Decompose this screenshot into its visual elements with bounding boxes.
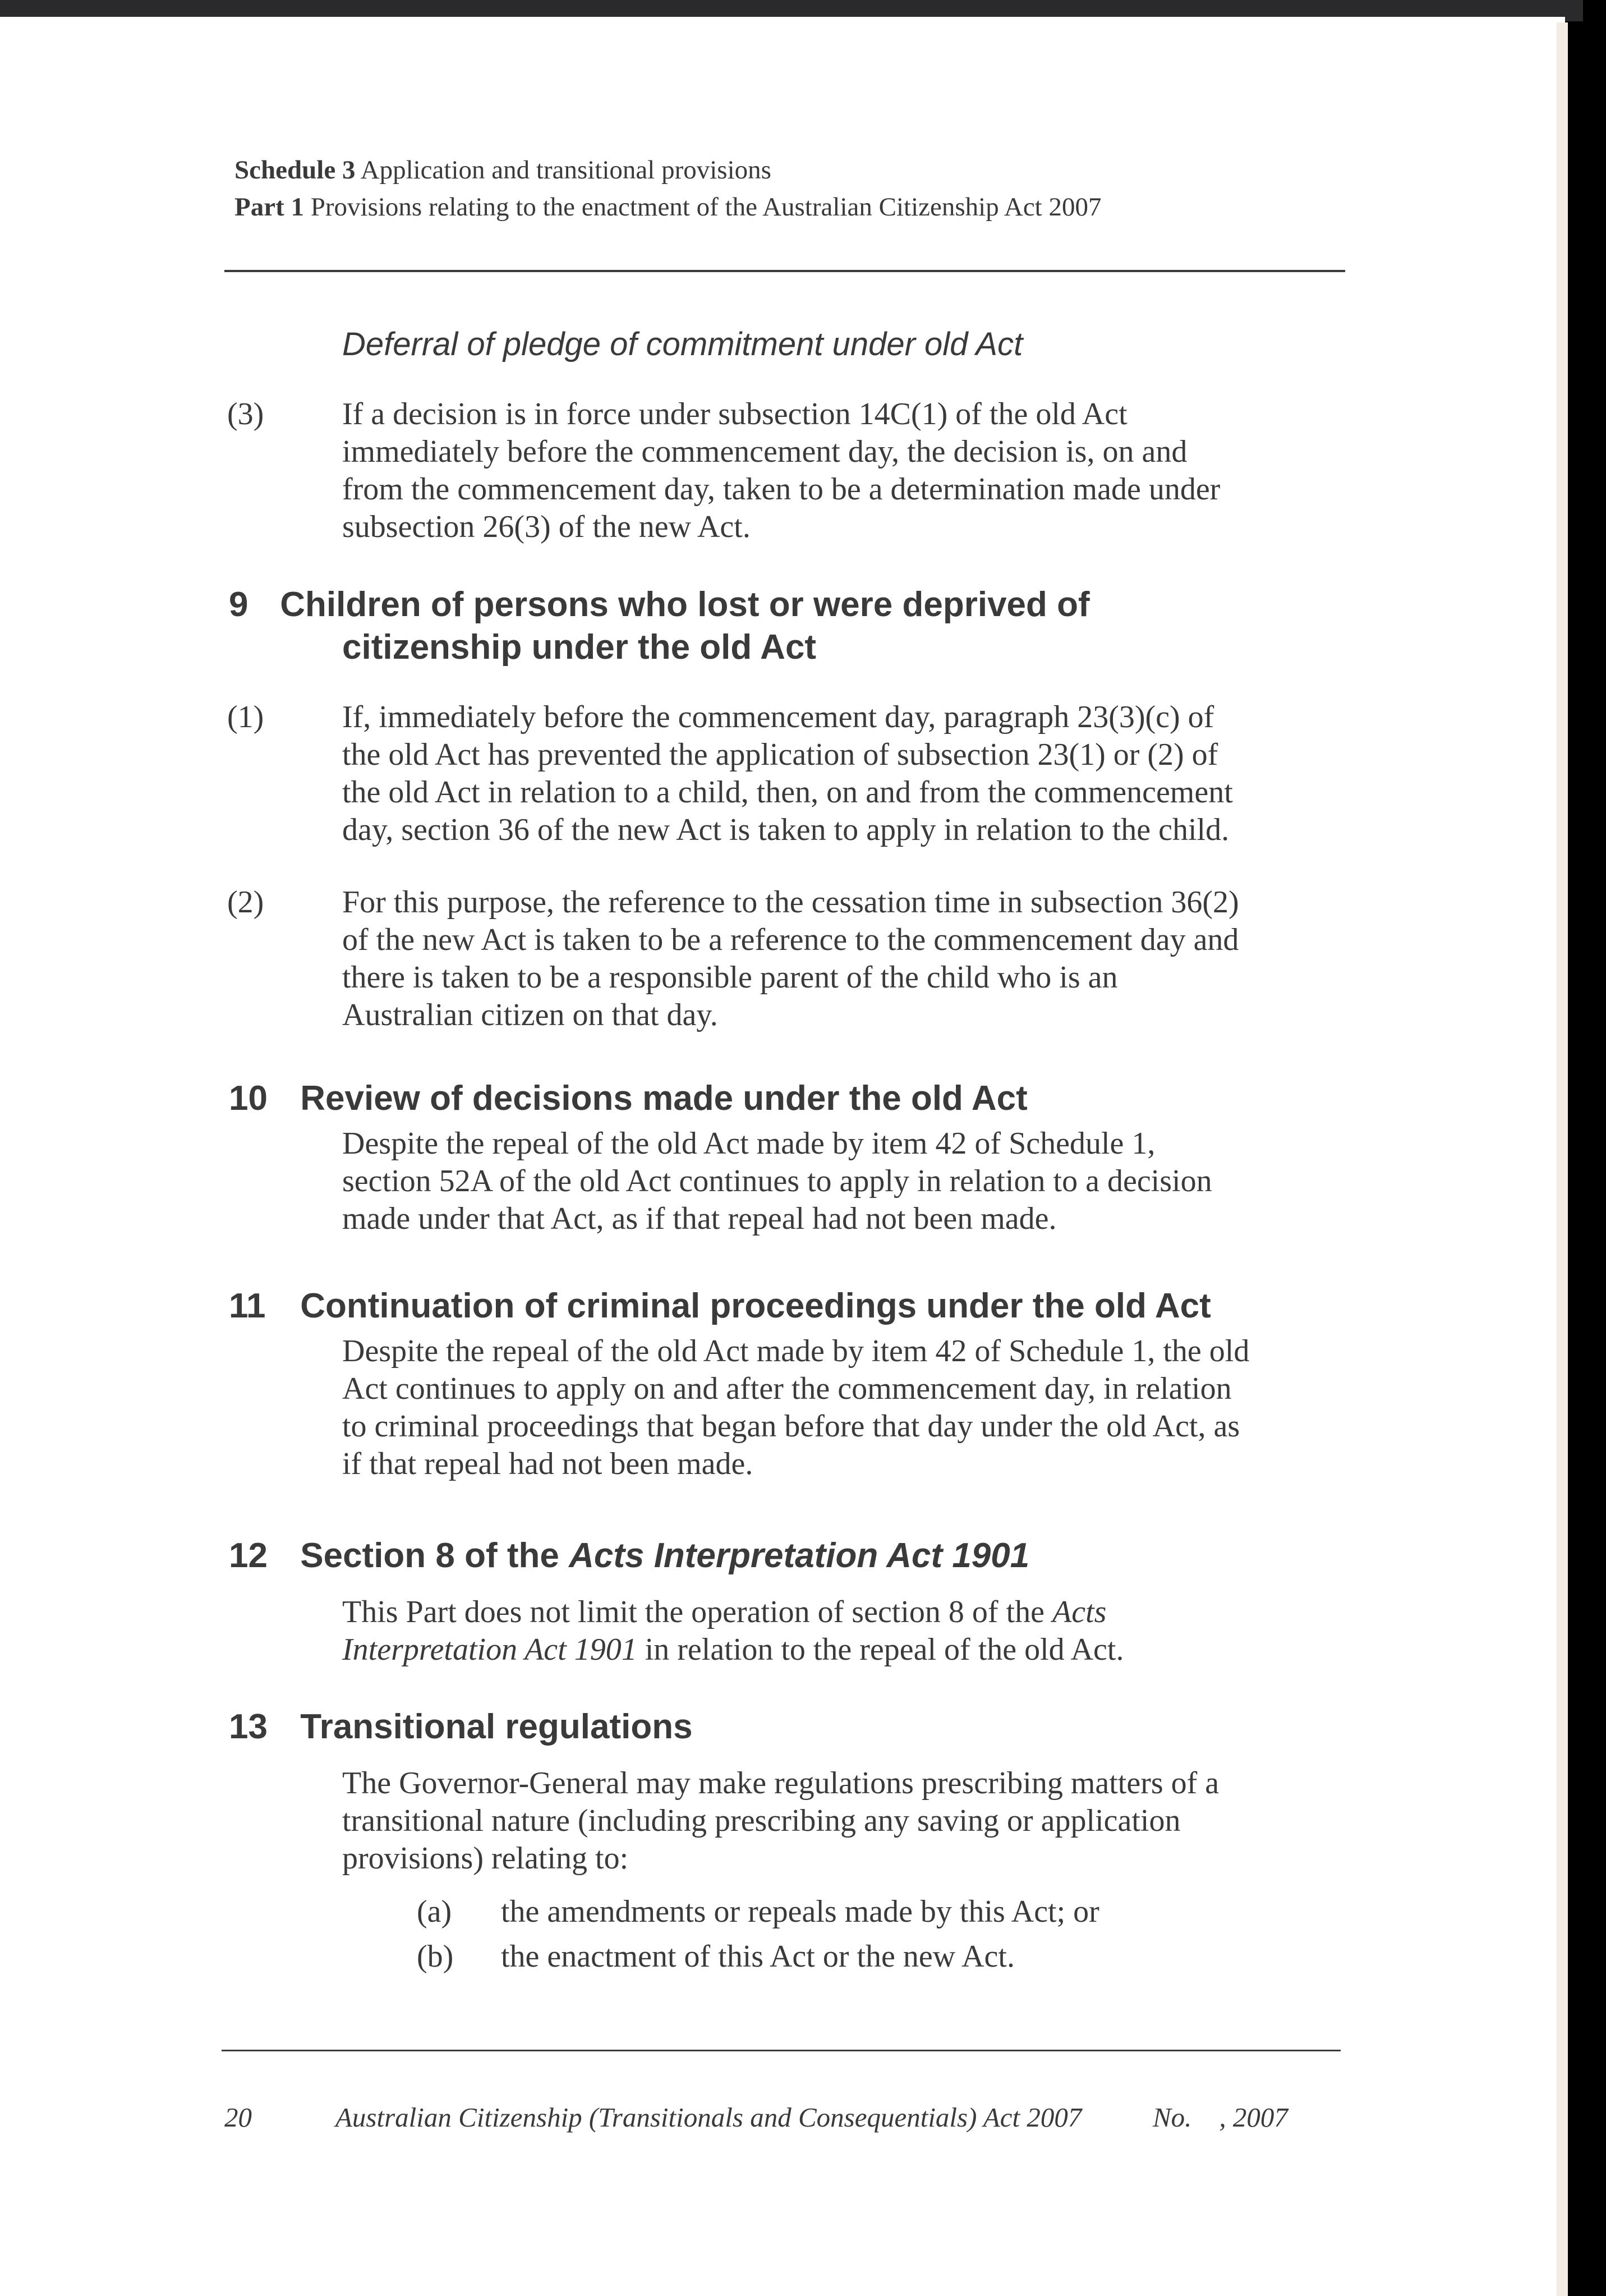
- section-title: Review of decisions made under the old Act: [300, 1079, 1028, 1118]
- section-title-italic: Acts Interpretation Act 1901: [569, 1536, 1030, 1575]
- text-line: Australian citizen on that day.: [342, 998, 718, 1032]
- text-line: if that repeal had not been made.: [342, 1447, 753, 1481]
- section-9-heading: [229, 584, 1090, 669]
- section-12-body: [342, 1594, 1124, 1669]
- subheading-deferral: Deferral of pledge of commitment under old Act: [342, 326, 1023, 362]
- subsection-9-2: [227, 884, 1239, 1034]
- text-line: The Governor-General may make regulations prescribing matters of a: [342, 1766, 1220, 1801]
- text-span: in relation to the repeal of the old Act.: [637, 1632, 1124, 1667]
- section-number: 11: [229, 1287, 266, 1325]
- text-line: there is taken to be a responsible parent of the child who is an: [342, 960, 1118, 995]
- page-edge: [1557, 22, 1568, 2296]
- section-11-heading: [229, 1285, 1211, 1328]
- section-number: 12: [229, 1536, 268, 1575]
- text-line: Despite the repeal of the old Act made by item 42 of Schedule 1,: [342, 1126, 1156, 1161]
- list-label: (b): [417, 1939, 454, 1974]
- text-line: made under that Act, as if that repeal had not been made.: [342, 1201, 1057, 1236]
- text-line: Act continues to apply on and after the commencement day, in relation: [342, 1371, 1232, 1406]
- text-line: to criminal proceedings that began before that day under the old Act, as: [342, 1409, 1240, 1444]
- text-line: [342, 1594, 1124, 1631]
- section-title: Children of persons who lost or were deprived of: [280, 585, 1090, 624]
- section-10-body: [342, 1125, 1212, 1238]
- footer-rule: [222, 2050, 1341, 2051]
- subsection-number: (3): [227, 397, 264, 431]
- section-12-heading: [229, 1535, 1029, 1577]
- schedule-label: Schedule 3: [234, 155, 356, 185]
- subsection-number: (2): [227, 885, 264, 920]
- text-line: section 52A of the old Act continues to apply in relation to a decision: [342, 1164, 1212, 1198]
- list-text: the amendments or repeals made by this Act; or: [501, 1894, 1099, 1929]
- text-span: This Part does not limit the operation of section 8 of the: [342, 1595, 1052, 1629]
- list-item-b: [417, 1939, 1015, 1974]
- section-13-body: [342, 1765, 1219, 1877]
- text-line: If, immediately before the commencement day, paragraph 23(3)(c) of: [342, 700, 1214, 734]
- section-number: 9: [229, 585, 249, 624]
- subsection-9-1: [227, 699, 1233, 849]
- section-13-heading: [229, 1706, 693, 1748]
- section-title: Section 8 of the: [300, 1536, 569, 1575]
- part-label: Part 1: [234, 192, 304, 222]
- text-line: the old Act in relation to a child, then, on and from the commencement: [342, 775, 1233, 810]
- text-line: transitional nature (including prescribing any saving or application: [342, 1803, 1181, 1838]
- list-item-a: [417, 1894, 1099, 1930]
- text-line: For this purpose, the reference to the cessation time in subsection 36(2): [342, 885, 1239, 920]
- subsection-number: (1): [227, 700, 264, 734]
- footer-act-number: No. , 2007: [1153, 2102, 1288, 2133]
- section-title: Continuation of criminal proceedings under the old Act: [300, 1287, 1211, 1325]
- scan-border-right: [1583, 0, 1606, 2296]
- text-line: If a decision is in force under subsection 14C(1) of the old Act: [342, 397, 1128, 431]
- page-number: 20: [224, 2102, 252, 2133]
- text-line: provisions) relating to:: [342, 1841, 629, 1876]
- subsection-8-3: [227, 396, 1221, 546]
- part-line: [234, 189, 1101, 226]
- text-line: immediately before the commencement day, the decision is, on and: [342, 434, 1188, 469]
- text-line: from the commencement day, taken to be a determination made under: [342, 472, 1221, 507]
- footer-act-title: Australian Citizenship (Transitionals and Consequentials) Act 2007: [335, 2102, 1082, 2133]
- section-number: 10: [229, 1079, 268, 1118]
- schedule-line: [234, 151, 1101, 189]
- header-rule: [224, 270, 1345, 272]
- section-11-body: [342, 1333, 1249, 1483]
- text-line: day, section 36 of the new Act is taken to apply in relation to the child.: [342, 812, 1230, 847]
- section-title-cont: citizenship under the old Act: [342, 628, 817, 667]
- text-line: of the new Act is taken to be a reference to the commencement day and: [342, 922, 1239, 957]
- section-title: Transitional regulations: [300, 1707, 693, 1746]
- section-10-heading: [229, 1077, 1028, 1120]
- part-title: Provisions relating to the enactment of the Australian Citizenship Act 2007: [310, 192, 1102, 222]
- text-italic: Interpretation Act 1901: [342, 1632, 637, 1667]
- text-line: subsection 26(3) of the new Act.: [342, 509, 751, 544]
- text-line: the old Act has prevented the application of subsection 23(1) or (2) of: [342, 737, 1218, 772]
- text-line: [342, 1631, 1124, 1669]
- list-label: (a): [417, 1894, 452, 1929]
- schedule-title: Application and transitional provisions: [360, 155, 771, 185]
- text-italic: Acts: [1052, 1595, 1107, 1629]
- text-line: Despite the repeal of the old Act made by item 42 of Schedule 1, the old: [342, 1334, 1250, 1369]
- section-number: 13: [229, 1707, 268, 1746]
- running-header: [234, 151, 1101, 226]
- list-text: the enactment of this Act or the new Act.: [501, 1939, 1015, 1974]
